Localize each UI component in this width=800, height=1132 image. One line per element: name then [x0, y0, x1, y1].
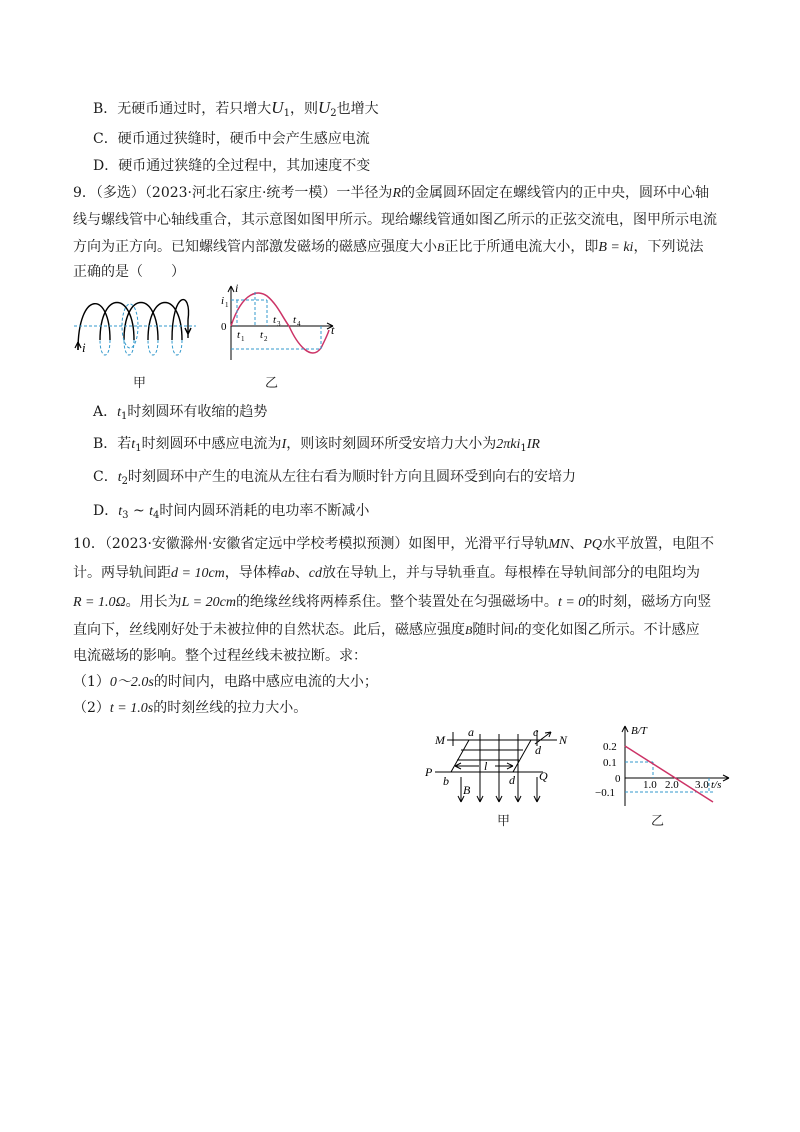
q9-stem-line-2: 线与螺线管中心轴线重合，其示意图如图甲所示。现给螺线管通如图乙所示的正弦交流电，图甲所示电流 [73, 212, 717, 228]
svg-text:B: B [463, 783, 471, 797]
q10-figure-yi-caption: 乙 [651, 814, 665, 829]
svg-text:2.0: 2.0 [665, 779, 679, 791]
svg-text:M: M [435, 733, 445, 747]
svg-text:3.0: 3.0 [695, 779, 709, 791]
svg-text:l: l [484, 759, 488, 773]
current-label: i [82, 340, 86, 355]
svg-text:d: d [509, 773, 515, 787]
q8-option-c: C．硬币通过狭缝时，硬币中会产生感应电流 [93, 131, 370, 147]
svg-text:t/s: t/s [711, 779, 722, 791]
svg-text:3: 3 [277, 320, 281, 328]
svg-text:Q: Q [539, 769, 548, 783]
svg-text:d: d [535, 743, 541, 757]
svg-text:t: t [293, 314, 297, 326]
q9-stem-line-3: 方向为正方向。已知螺线管内部激发磁场的磁感应强度大小B正比于所通电流大小，即B = ki，下列说法 [73, 239, 704, 255]
q9-stem-line-4: 正确的是（ ） [73, 264, 185, 280]
svg-text:4: 4 [297, 320, 301, 328]
svg-text:t: t [237, 329, 241, 341]
svg-text:0.2: 0.2 [603, 741, 617, 753]
q10-subquestion-2: （2）t = 1.0s的时刻丝线的拉力大小。 [73, 700, 308, 716]
svg-text:i: i [221, 295, 225, 307]
rails-diagram [425, 722, 575, 812]
svg-text:0: 0 [221, 321, 227, 333]
q9-option-d: D．$t_3$ ~ $t_4$时间内圆环消耗的电功率不断减小 [93, 503, 370, 521]
b-t-line [625, 746, 713, 802]
svg-text:−0.1: −0.1 [595, 787, 615, 799]
q8-option-b: B．无硬币通过时，若只增大$U_1$，则$U_2$也增大 [93, 98, 379, 119]
b-t-graph [595, 722, 735, 812]
q10-stem-line-1: 10．（2023·安徽滁州·安徽省定远中学校考模拟预测）如图甲，光滑平行导轨MN、PQ水平放置，电阻不 [73, 536, 715, 552]
svg-text:0.1: 0.1 [603, 757, 617, 769]
current-time-graph [215, 282, 340, 362]
q10-stem-line-5: 电流磁场的影响。整个过程丝线未被拉断。求： [73, 648, 367, 664]
q9-figure-yi [215, 282, 340, 390]
svg-text:t: t [331, 323, 335, 337]
svg-text:a: a [468, 725, 474, 739]
svg-text:N: N [559, 733, 568, 747]
svg-text:c: c [533, 725, 539, 739]
svg-text:t: t [260, 329, 264, 341]
svg-text:i: i [235, 282, 239, 295]
q9-figure-yi-caption: 乙 [265, 376, 279, 391]
svg-text:P: P [425, 765, 433, 779]
q9-stem-line-1: 9．（多选）（2023·河北石家庄·统考一模）一半径为R的金属圆环固定在螺线管内的正中央，圆环中心轴 [73, 185, 709, 201]
svg-text:b: b [443, 774, 449, 788]
q9-option-a: A．$t_1$时刻圆环有收缩的趋势 [93, 404, 268, 422]
q10-figure-jia [425, 722, 575, 830]
svg-text:2: 2 [264, 335, 268, 343]
q10-stem-line-3: R = 1.0Ω。用长为L = 20cm的绝缘丝线将两棒系住。整个装置处在匀强磁场中。t = 0的时刻，磁场方向竖 [73, 594, 712, 610]
svg-text:1: 1 [241, 335, 245, 343]
q8-option-d: D．硬币通过狭缝的全过程中，其加速度不变 [93, 158, 371, 174]
svg-text:t: t [273, 314, 277, 326]
q10-subquestion-1: （1）0～2.0s的时间内，电路中感应电流的大小； [73, 674, 378, 690]
q9-option-c: C．$t_2$时刻圆环中产生的电流从左往右看为顺时针方向且圆环受到向右的安培力 [93, 469, 576, 487]
svg-text:1.0: 1.0 [643, 779, 657, 791]
svg-text:B/T: B/T [631, 725, 647, 737]
q10-stem-line-4: 直向下，丝线刚好处于未被拉伸的自然状态。此后，磁感应强度B随时间t的变化如图乙所示。不计感应 [73, 622, 700, 638]
q9-figure-jia [70, 290, 200, 390]
q10-figure-jia-caption: 甲 [497, 814, 511, 829]
q10-figure-yi [595, 722, 735, 830]
q10-stem-line-2: 计。两导轨间距d = 10cm，导体棒ab、cd放在导轨上，并与导轨垂直。每根棒在导轨间部分的电阻均为 [73, 565, 700, 581]
q9-option-b: B．若$t_1$时刻圆环中感应电流为I，则该时刻圆环所受安培力大小为2πki$_1$IR [93, 436, 540, 454]
q9-figure-jia-caption: 甲 [133, 376, 147, 391]
svg-text:1: 1 [225, 301, 229, 309]
svg-text:0: 0 [615, 773, 621, 785]
